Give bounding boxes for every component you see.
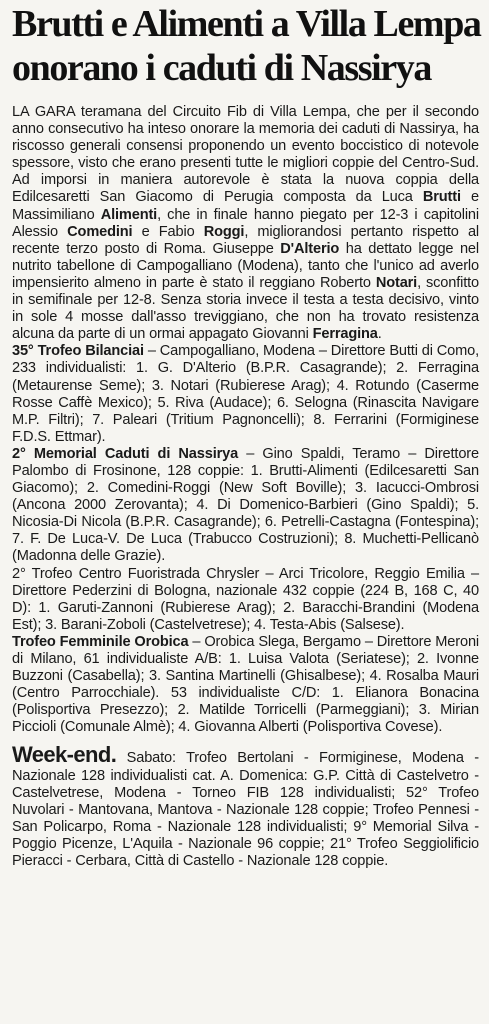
result-bold-run: 2° Memorial Caduti di Nassirya xyxy=(12,445,239,462)
intro-bold-run: Roggi xyxy=(203,223,245,240)
headline-line-1: Brutti e Alimenti a Villa Lempa xyxy=(12,3,481,45)
intro-paragraph xyxy=(12,104,479,343)
intro-bold-run: Ferragina xyxy=(312,326,378,343)
result-text-run: – Campogalliano, Modena – Direttore Butti di Como, 233 individualisti: 1. G. D'Alterio (B.P.R. Casagrande); 2. Ferragina (Metaurense Seme); 3. Notari (Rubierese Arag); 4. Rotundo (Caserme Rosse Caffè Mexico); 5. Riva (Audace); 6. Selogna (Rinascita Navigare M.P. Filtri); 7. Paleari (Tritium Pagnoncelli); 8. Ferrarini (Formiginese F.D.S. Ettmar). xyxy=(12,343,480,445)
weekend-section xyxy=(12,742,479,870)
headline-line-2: onorano i caduti di Nassirya xyxy=(12,47,431,89)
intro-text-run: , sconfitto in semifinale per 12-8. Senza storia invece il testa a testa decisivo, vinto in sole 4 mosse dall'asso treviggiano, che non ha trovato resistenza alcuna da parte di un ormai appagato Giovanni xyxy=(12,274,479,343)
result-paragraph xyxy=(12,343,479,446)
weekend-text: Sabato: Trofeo Bertolani - Formiginese, Modena - Nazionale 128 individualisti cat. A. Domenica: G.P. Città di Castelvetro - Castelvetrese, Modena - Torneo FIB 128 individualisti; 52° Trofeo Nuvolari - Mantovana, Mantova - Nazionale 128 coppie; Trofeo Pennesi - San Policarpo, Roma - Nazionale 128 individualisti; 9° Memorial Silva - Poggio Picenze, L'Aquila - Nazionale 96 coppie; 21° Trofeo Seggiolificio Pieracci - Cerbara, Città di Castello - Nazionale 128 coppie. xyxy=(12,750,479,870)
intro-text-run: LA GARA teramana del Circuito Fib di Villa Lempa, che per il secondo anno consecutivo ha inteso onorare la memoria dei caduti di Nassirya, ha riscosso generali consensi proponendo un evento boccistico di notevole spessore, visto che erano presenti tutte le migliori coppie del Centro-Sud. Ad imporsi in maniera autorevole è stata la nuova coppia della Edilcesaretti San Giacomo di Perugia composta da Luca xyxy=(12,104,479,206)
result-paragraph xyxy=(12,566,479,634)
intro-text-run: , che in finale hanno piegato per 12-3 i capitolini Alessio xyxy=(12,206,479,240)
intro-bold-run: D'Alterio xyxy=(280,240,340,257)
article-body xyxy=(12,104,479,736)
headline xyxy=(12,2,479,90)
intro-text-run: . xyxy=(377,326,382,343)
result-text-run: – Orobica Slega, Bergamo – Direttore Meroni di Milano, 61 individualiste A/B: 1. Luisa Valota (Seriatese); 2. Ivonne Buzzoni (Casabella); 3. Santina Martinelli (Ghisalbese); 4. Rosalba Mauri (Centro Parrocchiale). 53 individualiste C/D: 1. Elianora Bonacina (Polisportiva Presezzo); 2. Matilde Torricelli (Parmeggiani); 3. Mirian Piccioli (Comunale Almè); 4. Giovanna Alberti (Polisportiva Covese). xyxy=(12,633,479,736)
result-bold-run: 35° Trofeo Bilanciai xyxy=(12,343,144,360)
weekend-heading: Week-end. xyxy=(12,742,117,768)
result-bold-run: Trofeo Femminile Orobica xyxy=(12,633,189,650)
intro-bold-run: Notari xyxy=(375,274,418,291)
intro-bold-run: Brutti xyxy=(422,189,461,206)
results-list xyxy=(12,343,479,736)
intro-text-run: e Massimiliano xyxy=(12,189,479,223)
intro-bold-run: Alimenti xyxy=(100,206,158,223)
intro-bold-run: Comedini xyxy=(67,223,133,240)
intro-text-run: , migliorandosi pertanto rispetto al recente terzo posto di Roma. Giuseppe xyxy=(12,223,480,257)
result-text-run: 2° Trofeo Centro Fuoristrada Chrysler – Arci Tricolore, Reggio Emilia – Direttore Pederzini di Bologna, nazionale 432 coppie (224 B, 168 C, 40 D): 1. Garuti-Zannoni (Rubierese Arag); 2. Baracchi-Brandini (Modena Est); 3. Barani-Zoboli (Castelvetrese); 4. Testa-Abis (Salsese). xyxy=(12,565,479,633)
result-text-run: – Gino Spaldi, Teramo – Direttore Palombo di Frosinone, 128 coppie: 1. Brutti-Alimenti (Edilcesaretti San Giacomo); 2. Comedini-Roggi (New Soft Boville); 3. Iacucci-Ombrosi (Ancona 2000 Zerovanta); 4. Di Domenico-Barbieri (Gino Spaldi); 5. Nicosia-Di Nicola (B.P.R. Casagrande); 6. Petrelli-Castagna (Fontespina); 7. F. De Luca-V. De Luca (Trabucco Costruzioni); 8. Muchetti-Pellicanò (Madonna delle Grazie). xyxy=(12,445,479,565)
result-paragraph xyxy=(12,634,479,737)
intro-text-run: e Fabio xyxy=(132,223,204,240)
result-paragraph xyxy=(12,446,479,566)
intro-text-run: ha dettato legge nel nutrito tabellone di Campogalliano (Modena), tanto che l'unico ad averlo impensierito almeno in parte è stato il reggiano Roberto xyxy=(12,240,479,291)
